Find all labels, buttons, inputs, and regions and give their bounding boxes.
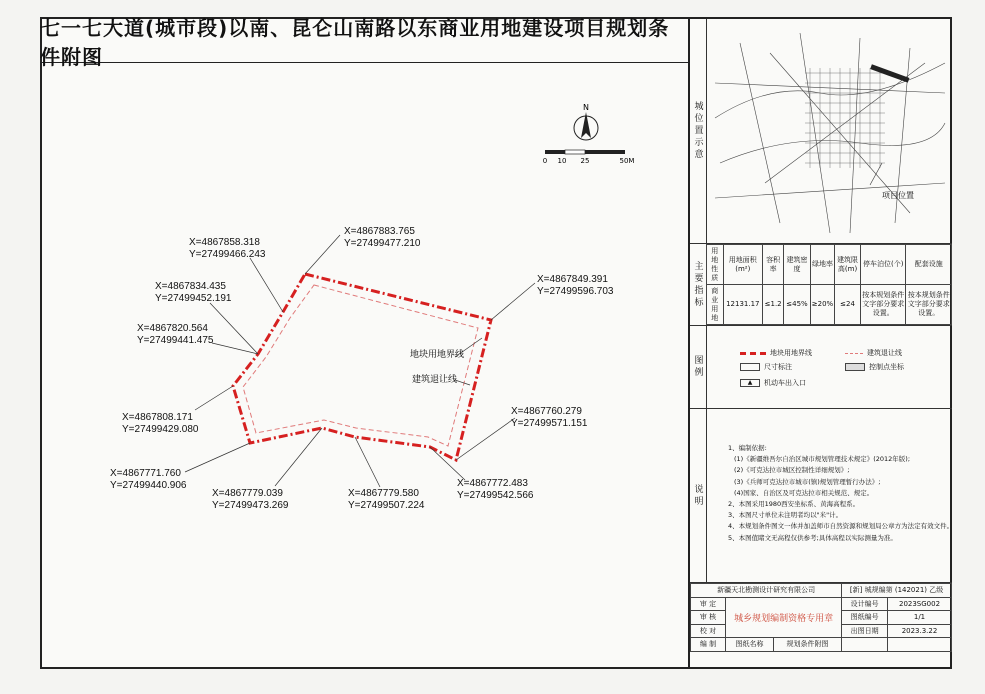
note-line: (3)《兵师可克达拉市城市(镇)规划管理暂行办法》; [734,477,881,486]
legend-control-point: 控制点坐标 [845,362,904,372]
boundary-map-label: 地块用地界线 [410,350,465,360]
legend-entrance: ▲ 机动车出入口 [740,378,806,388]
notes-panel [690,409,952,583]
scale-bar [543,150,635,165]
note-line: 3、本图尺寸单位未注明者均以"米"计。 [728,511,843,520]
indicator-panel [690,244,952,326]
note-line: 4、本规划条件图文一体并加盖师市自然资源和规划局公章方为法定有效文件。 [728,522,954,531]
coord-label-7: X=4867779.039 Y=27499473.269 [212,488,289,511]
tb-val: 2023SG002 [888,597,952,611]
scale-tick-1: 10 [557,157,567,165]
scale-tick-2: 25 [580,157,590,165]
entrance-arrow-icon: ▲ [740,379,760,387]
tb-label: 审 定 [691,597,726,611]
tb-key [842,638,888,652]
location-label: 城位置示意 [690,19,707,243]
legend-setback: 建筑退让线 [845,348,902,358]
ind-header: 配套设施 [906,245,952,285]
coord-label-4: X=4867820.564 Y=27499441.475 [137,323,214,346]
tb-val: 2023.3.22 [888,624,952,638]
indicator-label: 主要指标 [690,244,707,325]
north-arrow-icon [574,103,598,140]
ind-cell: 12131.17 [723,285,762,325]
north-label: N [583,103,589,112]
page-title: 七一七大道(城市段)以南、昆仑山南路以东商业用地建设项目规划条件附图 [40,20,688,63]
note-line: 1、编制依据: [728,444,767,452]
title-block [690,583,952,652]
project-location-label: 项目位置 [882,191,914,200]
coord-label-5: X=4867808.171 Y=27499429.080 [122,412,199,435]
tb-key: 图纸编号 [842,611,888,625]
legend-panel [690,326,952,409]
ind-header: 容积率 [763,245,784,285]
tb-label: 校 对 [691,624,726,638]
ind-header: 绿地率 [810,245,834,285]
legend-boundary: 地块用地界线 [740,348,812,358]
location-map [710,23,948,238]
coord-label-11: X=4867849.391 Y=27499596.703 [537,274,614,297]
coord-label-2: X=4867858.318 Y=27499466.243 [189,237,266,260]
ind-cell: ≤45% [784,285,810,325]
coord-label-1: X=4867883.765 Y=27499477.210 [344,226,421,249]
ind-header: 用地性质 [707,245,724,285]
coord-label-6: X=4867771.760 Y=27499440.906 [110,468,187,491]
cert-number: [新] 城规编第 (142021) 乙级 [842,584,952,598]
legend-dimension: 尺寸标注 [740,362,792,372]
note-line: (1)《新疆维吾尔自治区城市规划管理技术规定》(2012年版); [734,455,911,464]
setback-map-label: 建筑退让线 [412,375,458,385]
parcel-boundary [233,274,491,460]
ind-cell: ≤24 [835,285,861,325]
ind-header: 建筑限高(m) [835,245,861,285]
ind-header: 建筑密度 [784,245,810,285]
ind-header: 停车泊位(个) [860,245,906,285]
ind-cell: ≤1.2 [763,285,784,325]
tb-val [888,638,952,652]
tb-key: 出图日期 [842,624,888,638]
note-line: (2)《可克达拉市城区控制性详细规划》; [734,466,850,475]
tb-label: 编 制 [691,638,726,652]
leader-lines [185,235,535,487]
scale-tick-0: 0 [542,157,548,165]
ind-cell: ≥20% [810,285,834,325]
tb-key: 设计编号 [842,597,888,611]
legend-label: 图例 [690,326,707,408]
ind-cell: 按本规划条件文字部分要求设置。 [860,285,906,325]
site-plan-map [42,64,686,667]
company-name: 新疆天北勘测设计研究有限公司 [691,584,842,598]
project-location-marker [870,64,909,82]
drawing-name-value: 规划条件附图 [773,638,841,652]
notes-label: 说明 [690,409,707,582]
coord-label-8: X=4867779.580 Y=27499507.224 [348,488,425,511]
tb-val: 1/1 [888,611,952,625]
scale-tick-3: 50M [619,157,635,165]
coord-label-9: X=4867772.483 Y=27499542.566 [457,478,534,501]
coord-label-3: X=4867834.435 Y=27499452.191 [155,281,232,304]
note-line: 2、本图采用1980西安坐标系、黄海高程系。 [728,500,860,509]
note-line: 5、本图值睹文无高程仅供参考;具体高程以实际测量为准。 [728,533,897,542]
coord-label-10: X=4867760.279 Y=27499571.151 [511,406,588,429]
ind-header: 用地面积(m²) [723,245,762,285]
drawing-name-label: 图纸名称 [726,638,774,652]
location-panel [690,19,952,244]
tb-label: 审 核 [691,611,726,625]
qualification-stamp: 城乡规划编制资格专用章 [726,597,842,638]
notes-text [728,443,964,544]
note-line: (4)国家、自治区及可克达拉市相关规范、规定。 [734,488,874,497]
indicator-table [706,244,952,325]
ind-cell: 商业用地 [707,285,724,325]
ind-cell: 按本规划条件文字部分要求设置。 [906,285,952,325]
